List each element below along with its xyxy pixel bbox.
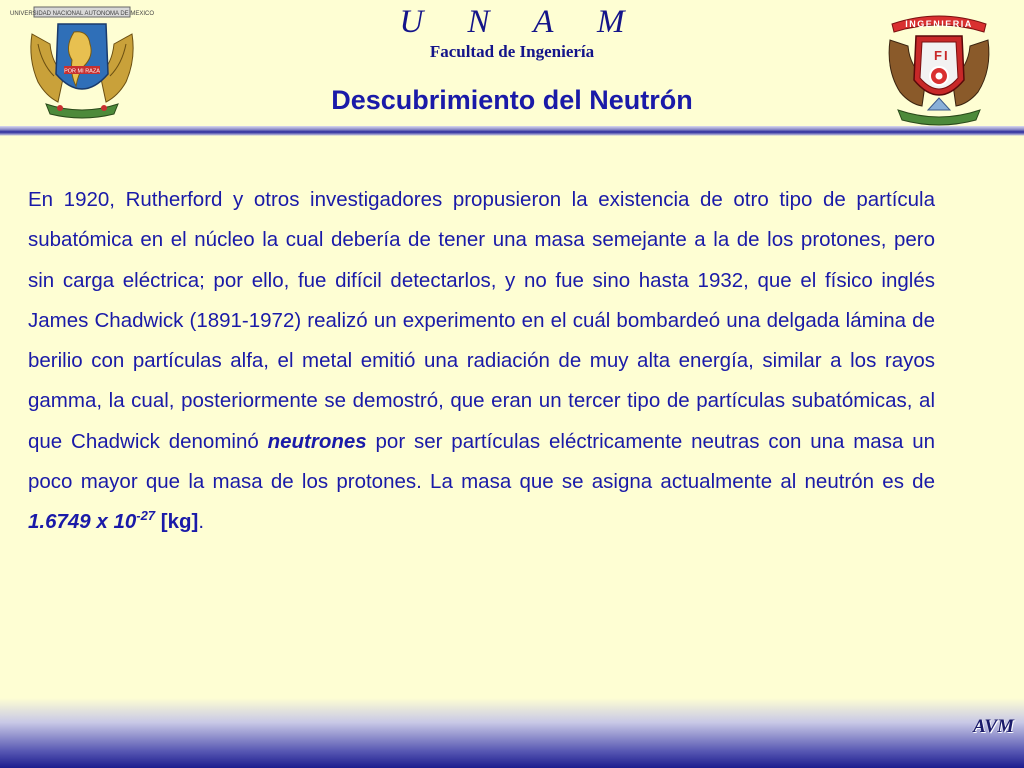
neutron-mass-unit: [kg] (160, 510, 199, 534)
unam-crest-logo (9, 4, 155, 122)
crest-top-text: UNIVERSIDAD NACIONAL AUTONOMA DE MEXICO (9, 11, 155, 17)
university-name: U N A M (399, 4, 643, 40)
body-paragraph (28, 180, 935, 543)
emphasis-neutrones: neutrones (267, 429, 367, 453)
ingenieria-banner-text: INGENIERIA (905, 19, 973, 29)
faculty-name: Facultad de Ingeniería (429, 42, 595, 61)
shield-letter-i: I (944, 48, 948, 63)
footer-band (0, 698, 1024, 768)
author-signature: AVM (973, 716, 1014, 737)
crest-motto: POR MI RAZA (64, 68, 100, 75)
ingenieria-crest-logo (884, 6, 994, 128)
neutron-mass-value: 1.6749 x 10 (28, 510, 137, 534)
shield-letter-f: F (934, 48, 942, 63)
paragraph-end: . (198, 510, 205, 534)
paragraph-text-2: por ser partículas eléctricamente neutras con una masa un poco mayor que la masa de los protones. La masa que se asigna actualmente al neutrón es de (28, 429, 935, 494)
header-divider (0, 126, 1024, 136)
page-title: Descubrimiento del Neutrón (331, 85, 693, 115)
neutron-mass-exponent: -27 (136, 508, 156, 524)
paragraph-text-1: En 1920, Rutherford y otros investigadores propusieron la existencia de otro tipo de partícula subatómica en el núcleo la cual debería de tener una masa semejante a la de los protones, pero sin carga eléctrica; por ello, fue difícil detectarlos, y no fue sino hasta 1932, que el físico inglés James Chadwick (1891-1972) realizó un experimento en el cuál bombardeó una delgada lámina de berilio con partículas alfa, el metal emitió una radiación de muy alta energía, similar a los rayos gamma, la cual, posteriormente se demostró, que eran un tercer tipo de partículas subatómicas, al que Chadwick denominó (28, 188, 935, 453)
